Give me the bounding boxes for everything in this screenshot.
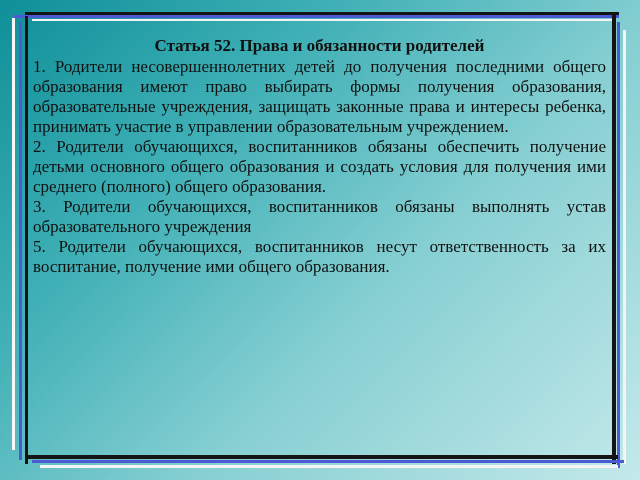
- page-title: Статья 52. Права и обязанности родителей: [154, 36, 485, 55]
- frame-bar-left-blue: [19, 22, 22, 460]
- frame-bar-bottom-dark: [28, 455, 618, 459]
- frame-bar-right-white: [623, 30, 626, 464]
- paragraph-5: 5. Родители обучающихся, воспитанников несут ответственность за их воспитание, получение ими общего образования.: [33, 237, 606, 276]
- paragraph-1: 1. Родители несовершеннолетних детей до получения последними общего образования имеют право выбирать формы получения образования, образовательные учреждения, защищать законные права и интересы ребенка, принимать участие в управлении образовательным учреждением.: [33, 57, 606, 136]
- slide-content: [33, 36, 606, 277]
- paragraph-2: 2. Родители обучающихся, воспитанников обязаны обеспечить получение детьми основного общего образования и создать условия для получения ими среднего (полного) общего образования.: [33, 137, 606, 196]
- paragraph-3: 3. Родители обучающихся, воспитанников обязаны выполнять устав образовательного учреждения: [33, 197, 606, 236]
- frame-bar-top-blue: [14, 15, 619, 18]
- frame-bar-right-blue: [617, 22, 620, 468]
- frame-bar-bottom-white: [40, 465, 618, 468]
- frame-bar-right-dark: [612, 12, 616, 464]
- frame-bar-left-white: [12, 18, 15, 450]
- frame-bar-bottom-blue: [32, 460, 624, 463]
- frame-bar-left-dark: [25, 16, 28, 464]
- frame-bar-top-white: [32, 19, 616, 21]
